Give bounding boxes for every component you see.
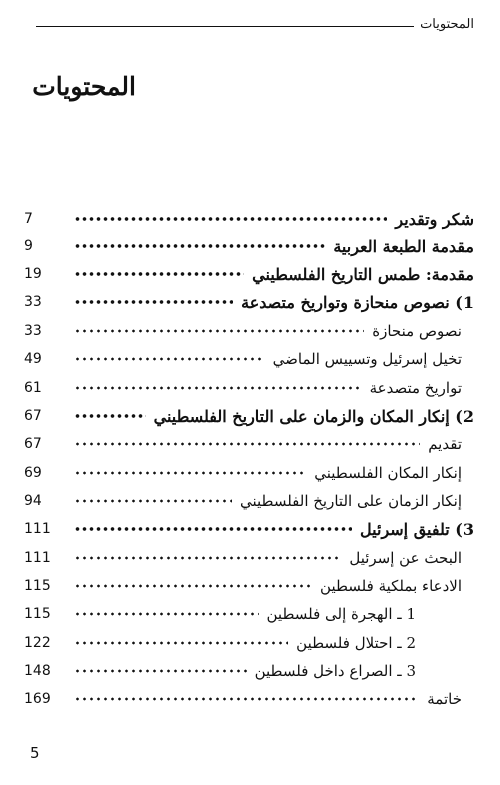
dot-leader: [74, 439, 420, 449]
dot-leader: [74, 297, 233, 307]
dot-leader: [74, 524, 352, 534]
dot-leader: [74, 553, 341, 563]
toc-entry-page-number: 115: [24, 606, 51, 622]
toc-entry[interactable]: [24, 572, 474, 600]
toc-entry[interactable]: [24, 430, 474, 458]
dot-leader: [74, 241, 325, 251]
dot-leader: [74, 411, 146, 421]
toc-entry[interactable]: [24, 260, 474, 288]
dot-leader: [74, 269, 244, 279]
toc-entry[interactable]: [24, 685, 474, 713]
toc-entry-title: 2 ـ احتلال فلسطين: [296, 634, 416, 652]
toc-entry-title: مقدمة الطبعة العربية: [333, 236, 474, 256]
toc-entry-page-number: 67: [24, 436, 42, 452]
toc-entry[interactable]: [24, 232, 474, 260]
running-header: [36, 14, 474, 34]
toc-entry-page-number: 148: [24, 663, 51, 679]
toc-entry[interactable]: [24, 288, 474, 316]
toc-entry[interactable]: [24, 459, 474, 487]
header-rule: [36, 26, 414, 27]
running-header-title: المحتويات: [420, 16, 474, 32]
dot-leader: [74, 326, 364, 336]
toc-entry-page-number: 7: [24, 211, 33, 227]
dot-leader: [74, 354, 265, 364]
toc-entry-title: تواريخ متصدعة: [369, 379, 462, 397]
toc-entry-title: الادعاء بملكية فلسطين: [320, 577, 462, 595]
table-of-contents: [0, 205, 500, 745]
toc-entry[interactable]: [24, 515, 474, 543]
dot-leader: [74, 383, 362, 393]
toc-entry[interactable]: [24, 657, 474, 685]
toc-entry[interactable]: [24, 600, 474, 628]
page-number: 5: [30, 744, 40, 762]
toc-entry[interactable]: [24, 205, 474, 233]
toc-entry-page-number: 69: [24, 465, 42, 481]
toc-entry-page-number: 61: [24, 380, 42, 396]
dot-leader: [74, 666, 247, 676]
toc-entry-title: إنكار المكان الفلسطيني: [314, 464, 462, 482]
toc-entry[interactable]: [24, 374, 474, 402]
dot-leader: [74, 468, 306, 478]
dot-leader: [74, 581, 312, 591]
toc-entry-title: 1) نصوص منحازة وتواريخ متصدعة: [241, 292, 474, 312]
page-title: المحتويات: [32, 72, 136, 101]
toc-entry-title: شكر وتقدير: [395, 209, 474, 229]
toc-entry[interactable]: [24, 629, 474, 657]
toc-entry-page-number: 33: [24, 294, 42, 310]
toc-entry[interactable]: [24, 487, 474, 515]
toc-entry-page-number: 19: [24, 266, 42, 282]
toc-entry[interactable]: [24, 544, 474, 572]
toc-entry-title: نصوص منحازة: [372, 322, 462, 340]
toc-entry[interactable]: [24, 402, 474, 430]
toc-entry-title: تقديم: [428, 435, 462, 453]
toc-entry-title: إنكار الزمان على التاريخ الفلسطيني: [239, 492, 462, 510]
toc-entry-title: تخيل إسرئيل وتسييس الماضي: [272, 350, 462, 368]
dot-leader: [74, 496, 232, 506]
toc-entry-page-number: 94: [24, 493, 42, 509]
toc-entry-title: 1 ـ الهجرة إلى فلسطين: [266, 605, 416, 623]
toc-entry-page-number: 169: [24, 691, 51, 707]
dot-leader: [74, 694, 419, 704]
toc-entry-page-number: 115: [24, 578, 51, 594]
toc-entry-page-number: 122: [24, 635, 51, 651]
dot-leader: [74, 609, 259, 619]
dot-leader: [74, 214, 387, 224]
toc-entry-page-number: 49: [24, 351, 42, 367]
toc-entry-title: خاتمة: [427, 690, 462, 708]
toc-entry-title: مقدمة: طمس التاريخ الفلسطيني: [252, 264, 474, 284]
toc-entry-title: 3 ـ الصراع داخل فلسطين: [254, 662, 416, 680]
toc-entry-page-number: 67: [24, 408, 42, 424]
toc-entry-page-number: 111: [24, 521, 51, 537]
toc-entry-title: 2) إنكار المكان والزمان على التاريخ الفلسطيني: [153, 406, 474, 426]
toc-entry-page-number: 33: [24, 323, 42, 339]
toc-entry-page-number: 111: [24, 550, 51, 566]
toc-entry[interactable]: [24, 317, 474, 345]
dot-leader: [74, 638, 288, 648]
toc-entry-title: البحث عن إسرئيل: [349, 549, 462, 567]
toc-entry[interactable]: [24, 345, 474, 373]
toc-entry-title: 3) تلفيق إسرئيل: [360, 519, 474, 539]
toc-entry-page-number: 9: [24, 238, 33, 254]
